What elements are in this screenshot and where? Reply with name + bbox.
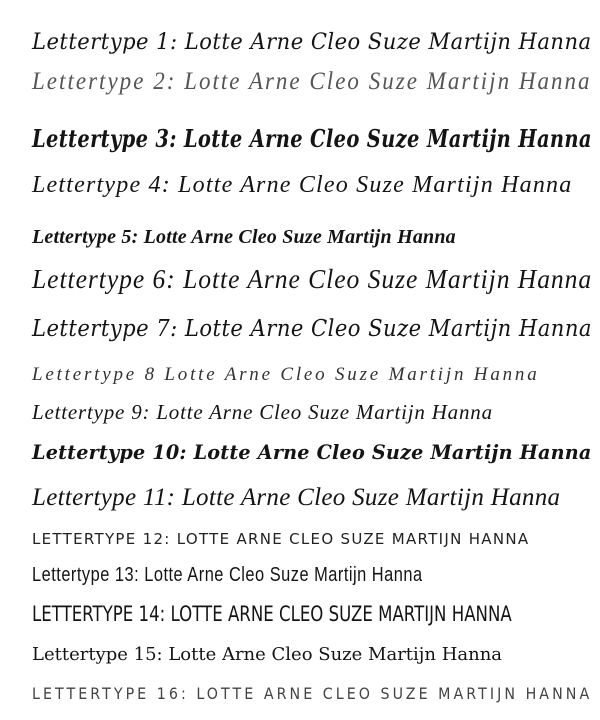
font-sample-line-8: Lettertype 8 Lotte Arne Cleo Suze Martijn Hanna xyxy=(32,364,540,385)
font-sample-line-10: Lettertype 10: Lotte Arne Cleo Suze Martijn Hanna xyxy=(32,440,592,464)
font-sample-line-11: Lettertype 11: Lotte Arne Cleo Suze Martijn Hanna xyxy=(32,484,561,511)
font-sample-line-6: Lettertype 6: Lotte Arne Cleo Suze Martijn Hanna xyxy=(32,264,593,294)
font-sample-line-13: Lettertype 13: Lotte Arne Cleo Suze Martijn Hanna xyxy=(32,564,423,586)
font-sample-line-4: Lettertype 4: Lotte Arne Cleo Suze Martijn Hanna xyxy=(32,172,573,198)
font-sample-line-9: Lettertype 9: Lotte Arne Cleo Suze Martijn Hanna xyxy=(32,400,493,424)
font-sample-line-5: Lettertype 5: Lotte Arne Cleo Suze Martijn Hanna xyxy=(32,226,456,248)
font-sample-line-12: LETTERTYPE 12: LOTTE ARNE CLEO SUZE MARTIJN HANNA xyxy=(32,530,530,548)
font-sample-line-2: Lettertype 2: Lotte Arne Cleo Suze Martijn Hanna xyxy=(32,68,592,95)
font-sample-line-3: Lettertype 3: Lotte Arne Cleo Suze Martijn Hanna xyxy=(32,124,592,153)
font-sample-line-7: Lettertype 7: Lotte Arne Cleo Suze Martijn Hanna xyxy=(32,316,592,342)
font-sample-line-16: LETTERTYPE 16: LOTTE ARNE CLEO SUZE MARTIJN HANNA xyxy=(32,684,593,703)
font-sample-line-1: Lettertype 1: Lotte Arne Cleo Suze Martijn Hanna xyxy=(32,30,592,55)
font-sample-line-15: Lettertype 15: Lotte Arne Cleo Suze Martijn Hanna xyxy=(32,644,503,665)
font-sample-line-14: LETTERTYPE 14: LOTTE ARNE CLEO SUZE MARTIJN HANNA xyxy=(32,602,512,626)
